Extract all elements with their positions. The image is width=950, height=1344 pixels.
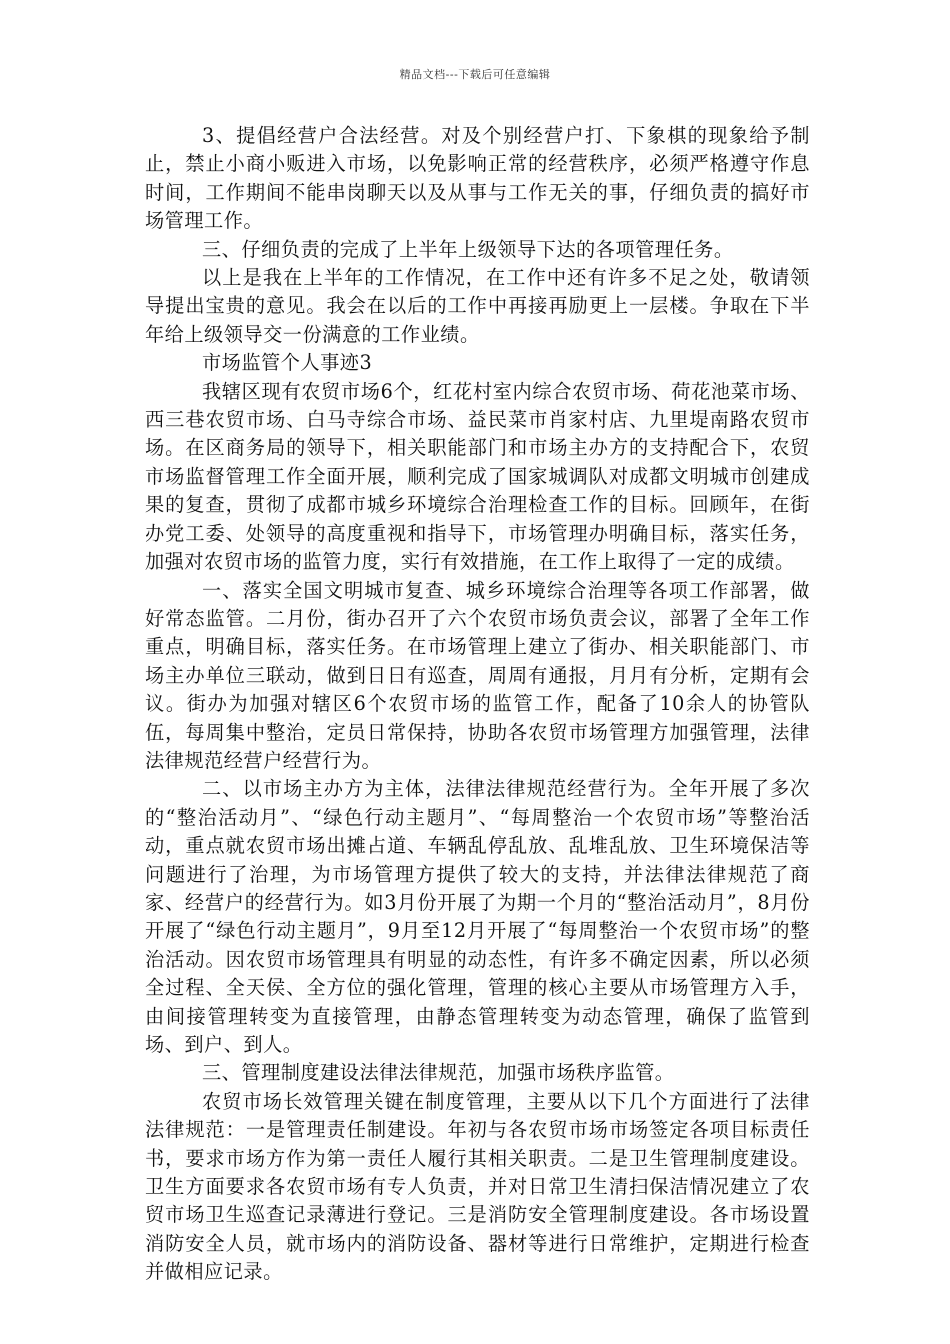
document-body (145, 122, 810, 1287)
paragraph-5: 我辖区现有农贸市场6个，红花村室内综合农贸市场、荷花池菜市场、西三巷农贸市场、白马寺综合市场、益民菜市肖家村店、九里堤南路农贸市场。在区商务局的领导下，相关职能部门和市场主办方的支持配合下，农贸市场监督管理工作全面开展，顺利完成了国家城调队对成都文明城市创建成果的复查，贯彻了成都市城乡环境综合治理检查工作的目标。回顾年，在街办党工委、处领导的高度重视和指导下，市场管理办明确目标，落实任务，加强对农贸市场的监管力度，实行有效措施，在工作上取得了一定的成绩。 (145, 379, 810, 574)
paragraph-1: 3、提倡经营户合法经营。对及个别经营户打、下象棋的现象给予制止，禁止小商小贩进入市场，以免影响正常的经营秩序，必须严格遵守作息时间，工作期间不能串岗聊天以及从事与工作无关的事，仔细负责的搞好市场管理工作。 (145, 124, 810, 233)
paragraph-2: 三、仔细负责的完成了上半年上级领导下达的各项管理任务。 (202, 237, 734, 261)
paragraph-9: 农贸市场长效管理关键在制度管理，主要从以下几个方面进行了法律法律规范：一是管理责任制建设。年初与各农贸市场市场签定各项目标责任书，要求市场方作为第一责任人履行其相关职责。二是卫生管理制度建设。卫生方面要求各农贸市场有专人负责，并对日常卫生清扫保洁情况建立了农贸市场卫生巡查记录薄进行登记。三是消防安全管理制度建设。各市场设置消防安全人员，就市场内的消防设备、器材等进行日常维护，定期进行检查并做相应记录。 (145, 1089, 810, 1284)
paragraph-7: 二、以市场主办方为主体，法律法律规范经营行为。全年开展了多次的“整治活动月”、“绿色行动主题月”、“每周整治一个农贸市场”等整治活动，重点就农贸市场出摊占道、车辆乱停乱放、乱堆乱放、卫生环境保洁等问题进行了治理，为市场管理方提供了较大的支持，并法律法律规范了商家、经营户的经营行为。如3月份开展了为期一个月的“整治活动月”，8月份开展了“绿色行动主题月”，9月至12月开展了“每周整治一个农贸市场”的整治活动。因农贸市场管理具有明显的动态性，有许多不确定因素，所以必须全过程、全天侯、全方位的强化管理，管理的核心主要从市场管理方入手，由间接管理转变为直接管理，由静态管理转变为动态管理，确保了监管到场、到户、到人。 (145, 777, 810, 1056)
section-title: 市场监管个人事迹3 (202, 351, 373, 375)
paragraph-3: 以上是我在上半年的工作情况，在工作中还有许多不足之处，敬请领导提出宝贵的意见。我会在以后的工作中再接再励更上一层楼。争取在下半年给上级领导交一份满意的工作业绩。 (145, 266, 810, 346)
page-header: 精品文档---下载后可任意编辑 (399, 68, 551, 81)
paragraph-8: 三、管理制度建设法律法律规范，加强市场秩序监管。 (202, 1061, 675, 1085)
paragraph-6: 一、落实全国文明城市复查、城乡环境综合治理等各项工作部署，做好常态监管。二月份，街办召开了六个农贸市场负责会议，部署了全年工作重点，明确目标，落实任务。在市场管理上建立了街办、相关职能部门、市场主办单位三联动，做到日日有巡查，周周有通报，月月有分析，定期有会议。街办为加强对辖区6个农贸市场的监管工作，配备了10余人的协管队伍，每周集中整治，定员日常保持，协助各农贸市场管理方加强管理，法律法律规范经营户经营行为。 (145, 578, 810, 772)
